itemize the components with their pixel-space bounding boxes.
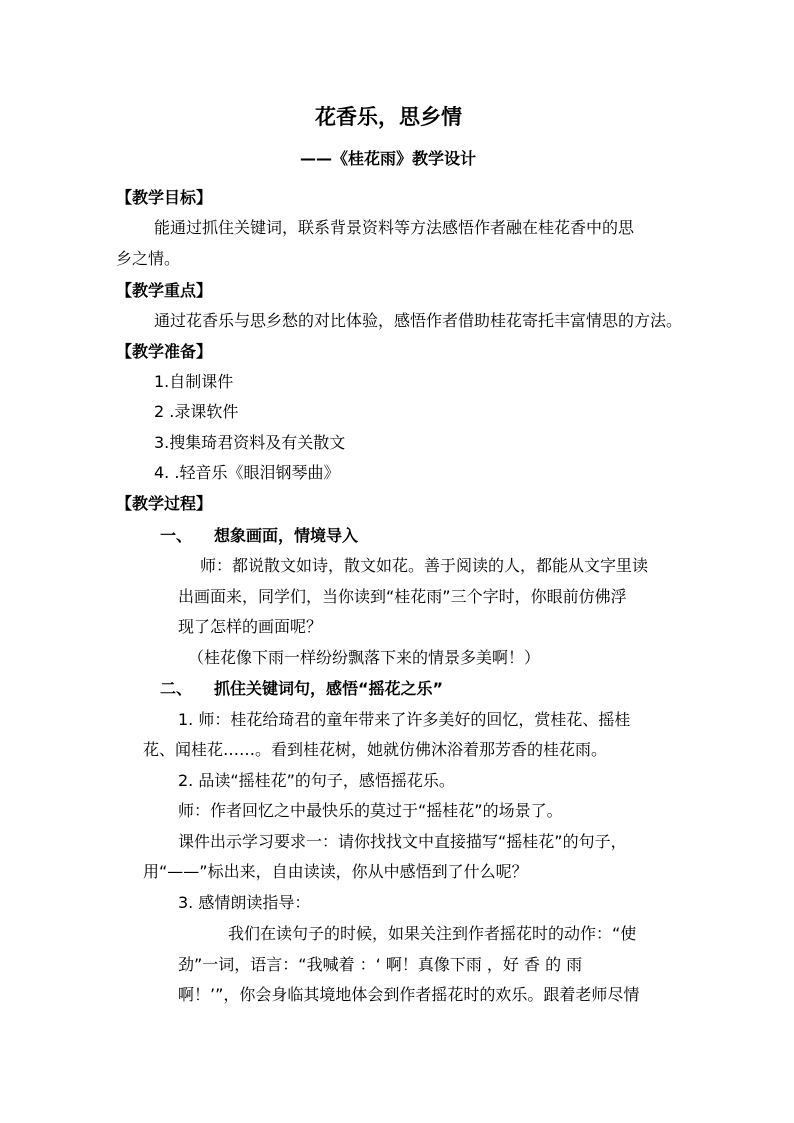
key-points-text: 通过花香乐与思乡愁的对比体验，感悟作者借助桂花寄托丰富情思的方法。	[154, 311, 683, 330]
part2-text-line: 花、闻桂花……。看到桂花树，她就仿佛沐浴着那芳香的桂花雨。	[143, 740, 608, 759]
part1-title: 想象画面，情境导入	[214, 526, 359, 545]
part1-text-line: 出画面来，同学们，当你读到“桂花雨”三个字时，你眼前仿佛浮	[178, 587, 627, 606]
part2-text-line: 劲”一词，语言：“我喊着 ：‘ 啊！真像下雨 ，好 香 的 雨	[178, 955, 583, 974]
part2-number: 二、	[160, 679, 193, 698]
part1-number: 一、	[160, 526, 193, 545]
part2-text-line: 啊！’”，你会身临其境地体会到作者摇花时的欢乐。跟着老师尽情	[178, 985, 640, 1004]
document-subtitle: ——《桂花雨》教学设计	[300, 149, 477, 168]
part2-text-line: 1. 师：桂花给琦君的童年带来了许多美好的回忆，赏桂花、摇桂	[178, 710, 631, 729]
preparation-item: 4. .轻音乐《眼泪钢琴曲》	[154, 463, 340, 482]
preparation-item: 2 .录课软件	[154, 402, 239, 421]
key-points-heading: 【教学重点】	[116, 281, 213, 300]
part2-title: 抓住关键词句，感悟“摇花之乐”	[214, 679, 444, 698]
preparation-heading: 【教学准备】	[116, 342, 213, 361]
objectives-text-line: 能通过抓住关键词，联系背景资料等方法感悟作者融在桂花香中的思	[154, 218, 635, 237]
process-heading: 【教学过程】	[116, 494, 213, 513]
part2-text-line: 我们在读句子的时候，如果关注到作者摇花时的动作：“使	[228, 924, 637, 943]
part2-text-line: 2. 品读“摇桂花”的句子，感悟摇花乐。	[178, 771, 455, 790]
part2-text-line: 师：作者回忆之中最快乐的莫过于“摇桂花”的场景了。	[178, 801, 563, 820]
preparation-item: 3.搜集琦君资料及有关散文	[154, 433, 346, 452]
part2-text-line: 课件出示学习要求一：请你找找文中直接描写“摇桂花”的句子，	[178, 832, 627, 851]
document-title: 花香乐，思乡情	[315, 105, 462, 129]
part1-text-line: （桂花像下雨一样纷纷飘落下来的情景多美啊！）	[188, 648, 541, 667]
preparation-item: 1.自制课件	[154, 372, 234, 391]
part2-text-line: 用“——”标出来，自由读读，你从中感悟到了什么呢？	[143, 862, 528, 881]
objectives-heading: 【教学目标】	[116, 188, 213, 207]
part1-text-line: 师：都说散文如诗，散文如花。善于阅读的人，都能从文字里读	[200, 556, 649, 575]
part1-text-line: 现了怎样的画面呢？	[178, 617, 323, 636]
objectives-text-line: 乡之情。	[116, 249, 181, 268]
part2-text-line: 3. 感情朗读指导：	[178, 893, 311, 912]
